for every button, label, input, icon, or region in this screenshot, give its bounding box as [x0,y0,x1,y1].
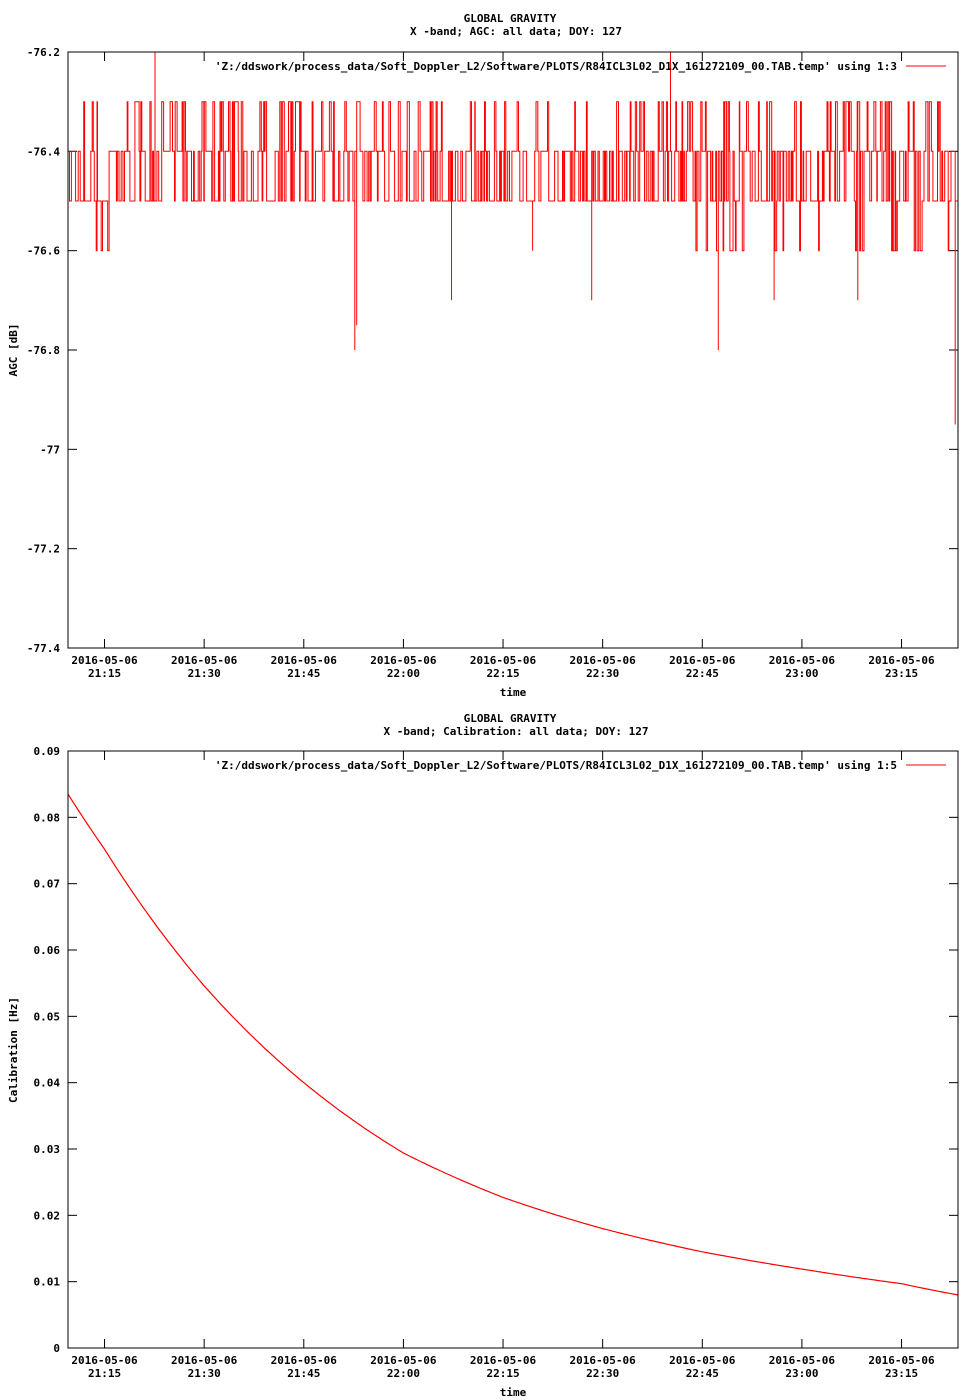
agc-x-tick-label-time: 21:45 [287,667,321,680]
agc-x-tick-label-time: 21:15 [87,667,122,680]
calibration-y-tick-label: 0.04 [33,1076,60,1090]
agc-x-tick-label-time: 22:15 [486,667,520,680]
agc-x-tick-label-time: 23:15 [884,667,919,680]
calibration-y-tick-label: 0.09 [33,745,60,758]
calibration-x-tick-label-date: 2016-05-06 [469,1354,537,1367]
agc-y-tick-label: -77 [40,443,60,457]
calibration-x-tick-label-time: 21:15 [87,1367,122,1380]
agc-x-tick-label-date: 2016-05-06 [669,654,736,667]
agc-chart-subtitle: X -band; AGC: all data; DOY: 127 [410,25,622,38]
calibration-x-tick-label-date: 2016-05-06 [370,1354,437,1367]
agc-y-tick-label: -76.2 [26,46,60,59]
calibration-y-tick-label: 0 [53,1342,60,1355]
calibration-x-tick-label-date: 2016-05-06 [71,1354,138,1367]
agc-x-tick-label-date: 2016-05-06 [469,654,537,667]
agc-x-tick-label-time: 22:00 [386,667,420,680]
agc-x-tick-label-date: 2016-05-06 [171,654,238,667]
calibration-y-axis-label: Calibration [Hz] [7,997,20,1103]
agc-x-tick-label-time: 22:45 [685,667,719,680]
agc-chart-title: GLOBAL GRAVITY [463,12,557,25]
calibration-x-tick-label-time: 22:15 [486,1367,520,1380]
agc-y-tick-label: -76.6 [26,244,60,258]
calibration-x-tick-label-date: 2016-05-06 [768,1354,836,1367]
calibration-x-tick-label-time: 23:15 [884,1367,919,1380]
calibration-y-tick-label: 0.07 [33,877,60,891]
agc-x-tick-label-date: 2016-05-06 [868,654,935,667]
calibration-x-tick-label-time: 21:45 [287,1367,321,1380]
agc-x-tick-label-time: 21:30 [187,667,221,680]
agc-x-tick-label-date: 2016-05-06 [569,654,636,667]
calibration-x-tick-label-time: 22:45 [685,1367,719,1380]
calibration-x-tick-label-time: 23:00 [785,1367,819,1380]
calibration-x-tick-label-time: 22:00 [386,1367,420,1380]
calibration-chart-subtitle: X -band; Calibration: all data; DOY: 127 [383,725,649,738]
calibration-y-tick-label: 0.08 [33,811,60,825]
agc-x-tick-label-date: 2016-05-06 [768,654,836,667]
calibration-x-axis-label: time [499,1386,527,1399]
agc-y-tick-label: -76.4 [26,145,60,159]
agc-legend-label: 'Z:/ddswork/process_data/Soft_Doppler_L2/Software/PLOTS/R84ICL3L02_D1X_161272109_00.TAB.temp' using 1:3 [214,60,897,73]
calibration-y-tick-label: 0.06 [33,944,60,957]
calibration-y-tick-label: 0.01 [33,1275,60,1289]
agc-y-axis-label: AGC [dB] [7,323,20,377]
calibration-x-tick-label-date: 2016-05-06 [171,1354,238,1367]
calibration-y-tick-label: 0.02 [33,1209,60,1223]
calibration-x-tick-label-time: 22:30 [586,1367,620,1380]
calibration-y-tick-label: 0.05 [33,1010,60,1024]
agc-x-tick-label-time: 22:30 [586,667,620,680]
agc-x-tick-label-date: 2016-05-06 [270,654,337,667]
calibration-chart-title: GLOBAL GRAVITY [463,712,557,725]
calibration-x-tick-label-date: 2016-05-06 [669,1354,736,1367]
calibration-legend-label: 'Z:/ddswork/process_data/Soft_Doppler_L2/Software/PLOTS/R84ICL3L02_D1X_161272109_00.TAB.temp' using 1:5 [214,759,897,772]
agc-y-tick-label: -77.4 [26,642,60,655]
agc-x-axis-label: time [499,686,527,699]
agc-x-tick-label-time: 23:00 [785,667,819,680]
agc-x-tick-label-date: 2016-05-06 [71,654,138,667]
agc-y-tick-label: -77.2 [26,542,60,556]
agc-x-tick-label-date: 2016-05-06 [370,654,437,667]
calibration-y-tick-label: 0.03 [33,1143,60,1156]
calibration-x-tick-label-date: 2016-05-06 [270,1354,337,1367]
agc-y-tick-label: -76.8 [26,344,60,357]
calibration-x-tick-label-date: 2016-05-06 [868,1354,935,1367]
calibration-x-tick-label-time: 21:30 [187,1367,221,1380]
calibration-x-tick-label-date: 2016-05-06 [569,1354,636,1367]
